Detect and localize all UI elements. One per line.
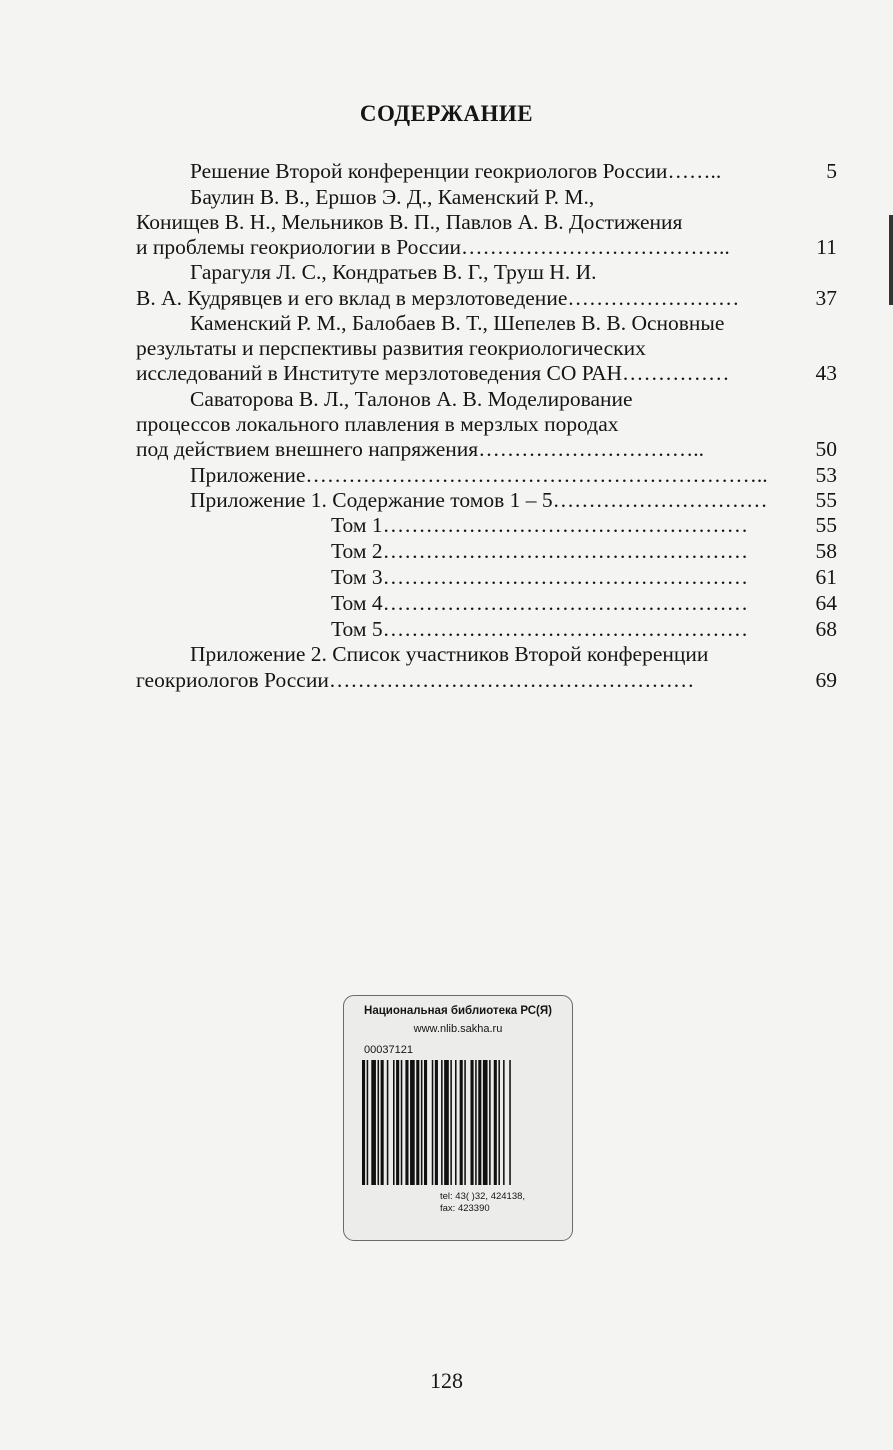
toc-entry-text: Приложение……………………………………………………….. (190, 463, 768, 487)
barcode-bar (432, 1060, 434, 1185)
toc-entry-text: Приложение 2. Список участников Второй конференции (190, 642, 709, 666)
barcode-bar (387, 1060, 389, 1185)
toc-entry-text: процессов локального плавления в мерзлых породах (136, 412, 619, 436)
barcode-bar (478, 1060, 481, 1185)
toc-entry (0, 360, 893, 386)
toc-entry-page: 69 (815, 668, 837, 692)
barcode-bar (498, 1060, 500, 1185)
toc-entry-text: результаты и перспективы развития геокриологических (136, 336, 646, 360)
barcode-bar (381, 1060, 384, 1185)
barcode-bar (455, 1060, 457, 1185)
toc-entry-text: Том 2…………………………………………… (331, 539, 749, 563)
toc-entry-page: 61 (815, 565, 837, 589)
barcode-bar (410, 1060, 415, 1185)
toc-entry-text: Саваторова В. Л., Талонов А. В. Моделирование (190, 387, 633, 411)
barcode-bar (471, 1060, 474, 1185)
toc-entry-page: 11 (816, 235, 837, 259)
barcode-bar (464, 1060, 466, 1185)
sticker-inventory-code: 00037121 (364, 1044, 413, 1056)
barcode-bar (460, 1060, 463, 1185)
toc-entry-text: геокриологов России…………………………………………… (136, 668, 695, 692)
toc-entry (0, 411, 893, 437)
toc-entry-text: Том 3…………………………………………… (331, 565, 749, 589)
barcode-bar (450, 1060, 452, 1185)
toc-entry (0, 386, 893, 412)
toc-entry (0, 667, 893, 693)
barcode-bar (367, 1060, 369, 1185)
toc-entry-page: 68 (815, 617, 837, 641)
toc-entry (0, 310, 893, 336)
toc-entry (0, 285, 893, 311)
toc-entry (0, 335, 893, 361)
toc-entry (0, 538, 893, 564)
barcode-bar (424, 1060, 427, 1185)
barcode-bar (503, 1060, 505, 1185)
barcode-bar (396, 1060, 399, 1185)
toc-entry (0, 184, 893, 210)
toc-entry-page: 53 (815, 463, 837, 487)
toc-entry (0, 564, 893, 590)
barcode-bar (444, 1060, 449, 1185)
barcode-bar (405, 1060, 408, 1185)
toc-entry (0, 487, 893, 513)
barcode-bar (371, 1060, 376, 1185)
barcode-bar (489, 1060, 491, 1185)
toc-entry (0, 616, 893, 642)
toc-entry-text: Том 4…………………………………………… (331, 591, 749, 615)
toc-entry (0, 259, 893, 285)
sticker-url: www.nlib.sakha.ru (413, 1023, 503, 1035)
toc-entry-page: 58 (815, 539, 837, 563)
toc-entry-text: Приложение 1. Содержание томов 1 – 5………………………… (190, 488, 768, 512)
barcode-bar (435, 1060, 438, 1185)
sticker-fax: fax: 423390 (440, 1203, 490, 1214)
barcode-bar (378, 1060, 380, 1185)
toc-entry (0, 641, 893, 667)
barcode-bar (416, 1060, 419, 1185)
library-sticker (343, 995, 573, 1241)
toc-entry-text: и проблемы геокриологии в России……………………………….. (136, 235, 730, 259)
toc-entry (0, 436, 893, 462)
barcode-bar (362, 1060, 365, 1185)
sticker-phone: tel: 43( )32, 424138, (440, 1191, 526, 1202)
barcode-icon (362, 1060, 556, 1185)
barcode-bar (401, 1060, 403, 1185)
page-title: СОДЕРЖАНИЕ (359, 101, 534, 126)
toc-entry (0, 234, 893, 260)
toc-entry-text: Том 5…………………………………………… (331, 617, 749, 641)
toc-entry-text: В. А. Кудрявцев и его вклад в мерзлотоведение…………………… (136, 286, 740, 310)
barcode-bar (475, 1060, 477, 1185)
barcode-bar (441, 1060, 443, 1185)
toc-entry (0, 158, 893, 184)
sticker-library-name: Национальная библиотека РС(Я) (364, 1005, 552, 1017)
toc-entry-text: исследований в Институте мерзлотоведения СО РАН…………… (136, 361, 730, 385)
barcode-bar (393, 1060, 395, 1185)
toc-entry (0, 462, 893, 488)
toc-entry-page: 55 (815, 513, 837, 537)
toc-entry-page: 64 (815, 591, 837, 615)
toc-entry-page: 43 (815, 361, 837, 385)
toc-entry (0, 512, 893, 538)
toc-entry-text: Конищев В. Н., Мельников В. П., Павлов А. В. Достижения (136, 210, 683, 234)
barcode-bar (421, 1060, 423, 1185)
toc-entry (0, 590, 893, 616)
toc-entry-page: 55 (815, 488, 837, 512)
page-number: 128 (430, 1368, 463, 1393)
barcode-bar (483, 1060, 488, 1185)
toc-entry (0, 209, 893, 235)
toc-entry-text: Решение Второй конференции геокриологов России…….. (190, 159, 722, 183)
barcode-bar (509, 1060, 511, 1185)
toc-entry-text: Баулин В. В., Ершов Э. Д., Каменский Р. М., (190, 185, 595, 209)
toc-entry-page: 37 (815, 286, 837, 310)
toc-entry-text: Том 1…………………………………………… (331, 513, 749, 537)
toc-entry-text: под действием внешнего напряжения………………………….. (136, 437, 704, 461)
barcode-bar (494, 1060, 497, 1185)
toc-entry-page: 50 (815, 437, 837, 461)
toc-entry-page: 5 (826, 159, 837, 183)
toc-entry-text: Гарагуля Л. С., Кондратьев В. Г., Труш Н. И. (190, 260, 597, 284)
toc-entry-text: Каменский Р. М., Балобаев В. Т., Шепелев В. В. Основные (190, 311, 725, 335)
